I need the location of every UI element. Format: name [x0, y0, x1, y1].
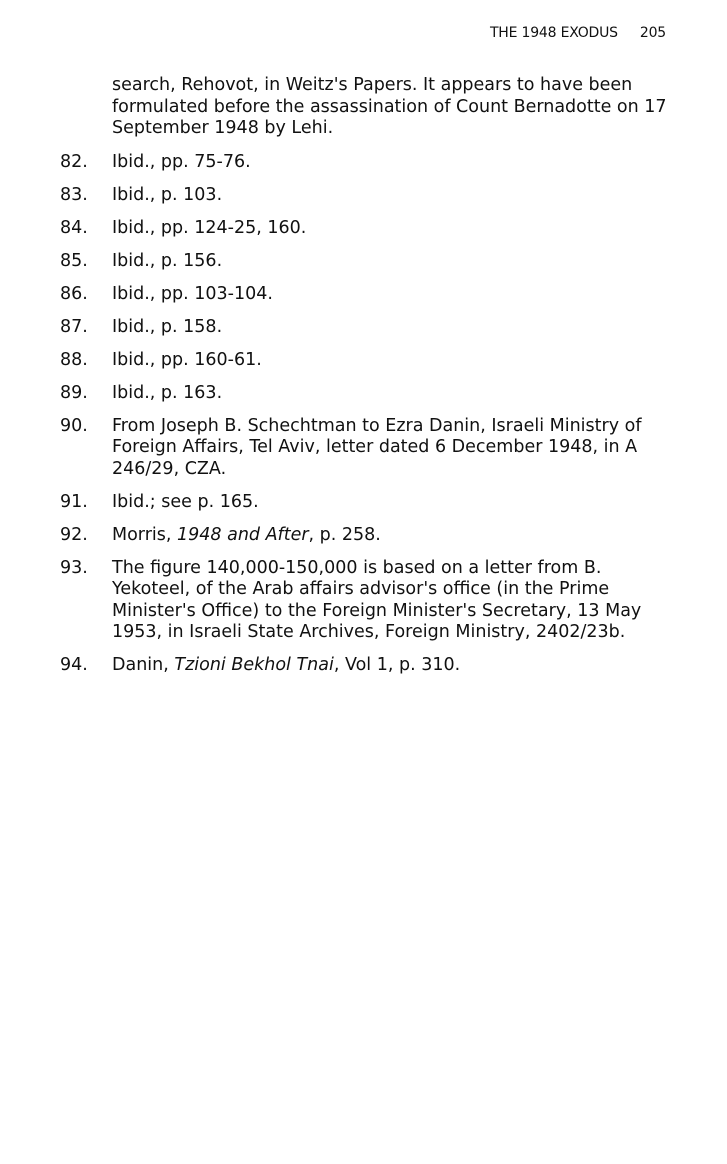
note-text: Ibid., p. 158.	[112, 316, 223, 337]
endnotes	[60, 75, 670, 688]
note-92	[60, 525, 670, 547]
note-text: The figure 140,000-150,000 is based on a letter from B. Yekoteel, of the Arab affairs advisor's office (in the Prime Minister's Office) to the Foreign Minister's Secretary, 13 May 1953, in Israeli State Archives, Foreign Ministry, 2402/23b.	[112, 557, 642, 642]
note-text-pre: Danin,	[112, 655, 175, 675]
page-number: 205	[639, 25, 666, 41]
note-number: 91.	[60, 491, 88, 512]
note-text: Ibid., p. 156.	[112, 250, 223, 271]
note-83	[60, 185, 670, 207]
note-text-pre: Morris,	[112, 524, 177, 545]
note-number: 93.	[60, 557, 88, 578]
note-text-post: , p. 258.	[308, 524, 381, 545]
note-88	[60, 350, 670, 372]
note-number: 94.	[60, 655, 88, 675]
note-94	[60, 655, 670, 677]
note-85	[60, 251, 670, 273]
note-text: From Joseph B. Schechtman to Ezra Danin, Israeli Ministry of Foreign Affairs, Tel Aviv, letter dated 6 December 1948, in A 246/29, CZA.	[112, 415, 642, 479]
note-number: 92.	[60, 524, 88, 545]
note-number: 87.	[60, 316, 88, 337]
note-text: Ibid., pp. 75-76.	[112, 151, 251, 172]
note-86	[60, 284, 670, 306]
note-84	[60, 218, 670, 240]
note-90	[60, 416, 670, 481]
note-number: 90.	[60, 415, 88, 436]
note-number: 86.	[60, 283, 88, 304]
note-89	[60, 383, 670, 405]
note-number: 85.	[60, 250, 88, 271]
book-title: Tzioni Bekhol Tnai	[174, 655, 334, 675]
note-text	[112, 525, 670, 547]
note-continuation-text: search, Rehovot, in Weitz's Papers. It appears to have been formulated before the assassination of Count Bernadotte on 17 September 1948 by Lehi.	[112, 75, 667, 138]
note-text: Ibid., pp. 124-25, 160.	[112, 217, 307, 238]
note-91	[60, 492, 670, 514]
note-number: 89.	[60, 382, 88, 403]
book-title: 1948 and After	[177, 524, 309, 545]
note-93	[60, 558, 670, 644]
note-text: Ibid., p. 103.	[112, 184, 223, 205]
note-82	[60, 152, 670, 174]
running-title: THE 1948 EXODUS	[489, 25, 618, 41]
note-number: 88.	[60, 349, 88, 370]
note-text: Ibid.; see p. 165.	[112, 491, 259, 512]
note-text	[112, 655, 670, 677]
note-text: Ibid., pp. 103-104.	[112, 283, 273, 304]
note-number: 82.	[60, 151, 88, 172]
note-number: 83.	[60, 184, 88, 205]
note-text: Ibid., p. 163.	[112, 382, 223, 403]
running-head	[490, 25, 666, 41]
note-continuation	[60, 75, 670, 140]
note-87	[60, 317, 670, 339]
note-text-post: , Vol 1, p. 310.	[333, 655, 461, 675]
note-number: 84.	[60, 217, 88, 238]
note-text: Ibid., pp. 160-61.	[112, 349, 262, 370]
